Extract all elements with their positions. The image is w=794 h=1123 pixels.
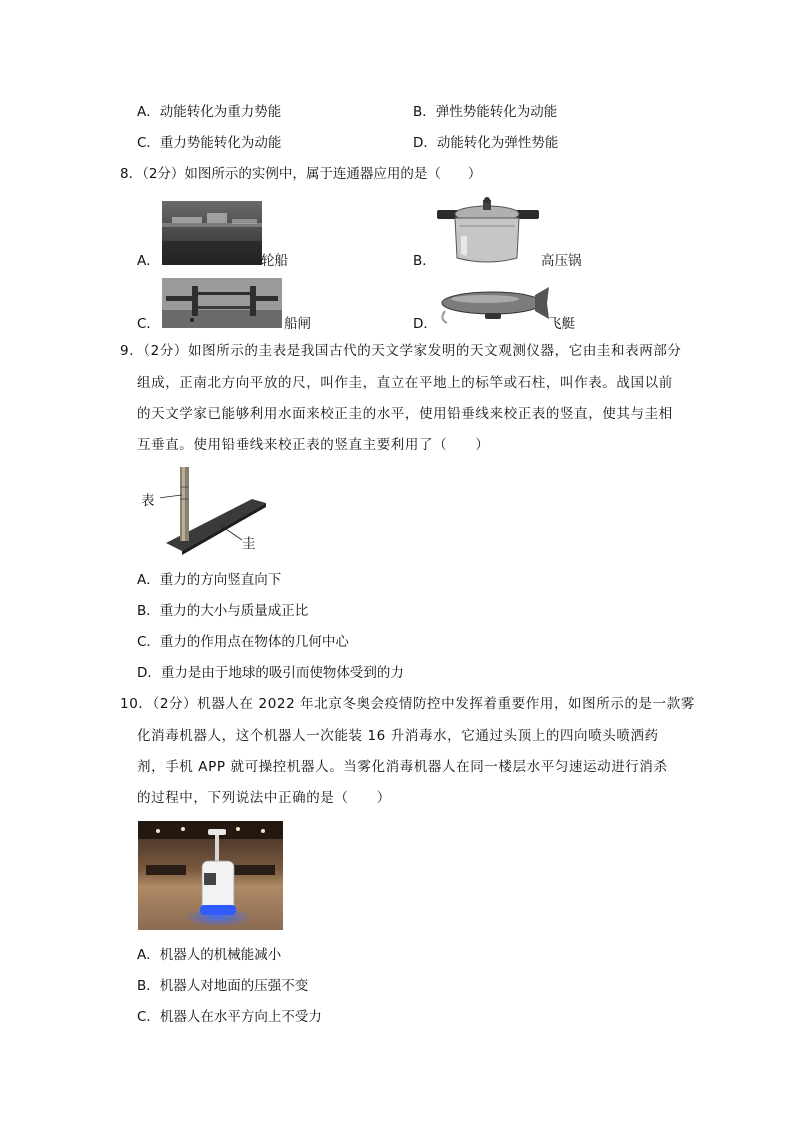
q7-option-d: D．动能转化为弹性势能 xyxy=(413,135,559,151)
q8-option-b-caption: 高压锅 xyxy=(541,253,582,269)
q8-option-d-letter: D． xyxy=(413,316,437,332)
q9-option-b: B．重力的大小与质量成正比 xyxy=(137,603,309,619)
q8-option-a-caption: 轮船 xyxy=(261,253,288,269)
q9-option-d: D．重力是由于地球的吸引而使物体受到的力 xyxy=(137,665,404,681)
label-gui: 圭 xyxy=(242,536,256,552)
q8-option-a-letter: A． xyxy=(137,253,160,269)
q9-stem-line1: 9．（2分）如图所示的圭表是我国古代的天文学家发明的天文观测仪器，它由圭和表两部分 xyxy=(120,343,682,359)
q7-option-a: A．动能转化为重力势能 xyxy=(137,104,282,120)
disinfection-robot-photo xyxy=(138,821,283,930)
q9-option-a: A．重力的方向竖直向下 xyxy=(137,572,282,588)
ship-lock-photo xyxy=(162,278,282,328)
q7-option-c: C．重力势能转化为动能 xyxy=(137,135,282,151)
q8-option-c-caption: 船闸 xyxy=(284,316,311,332)
pressure-cooker-photo xyxy=(437,196,539,268)
q10-option-b: B．机器人对地面的压强不变 xyxy=(137,978,309,994)
ship-photo xyxy=(162,201,262,265)
q10-stem-rest: 化消毒机器人，这个机器人一次能装 16 升消毒水，它通过头顶上的四向喷头喷洒药剂，手机 APP 就可操控机器人。当雾化消毒机器人在同一楼层水平匀速运动进行消杀的过程中，下列说法中正确的是（ ） xyxy=(137,728,668,806)
airship-photo xyxy=(437,283,552,328)
q7-option-b: B．弹性势能转化为动能 xyxy=(413,104,558,120)
label-biao: 表 xyxy=(141,493,155,509)
q10-option-a: A．机器人的机械能减小 xyxy=(137,947,282,963)
q8-option-d-caption: 飞艇 xyxy=(548,316,575,332)
q10-stem-line1: 10．（2分）机器人在 2022 年北京冬奥会疫情防控中发挥着重要作用，如图所示的是一款雾 xyxy=(120,696,695,712)
q8-stem: 8．（2分）如图所示的实例中，属于连通器应用的是（ ） xyxy=(120,166,482,182)
q9-stem-rest: 组成，正南北方向平放的尺，叫作圭，直立在平地上的标竿或石柱，叫作表。战国以前的天文学家已能够利用水面来校正圭的水平，使用铅垂线来校正表的竖直，使其与圭相互垂直。使用铅垂线来校正表的竖直主要利用了（ ） xyxy=(137,375,673,453)
q9-option-c: C．重力的作用点在物体的几何中心 xyxy=(137,634,349,650)
q8-option-b-letter: B． xyxy=(413,253,436,269)
q10-option-c: C．机器人在水平方向上不受力 xyxy=(137,1009,322,1025)
q8-option-c-letter: C． xyxy=(137,316,160,332)
